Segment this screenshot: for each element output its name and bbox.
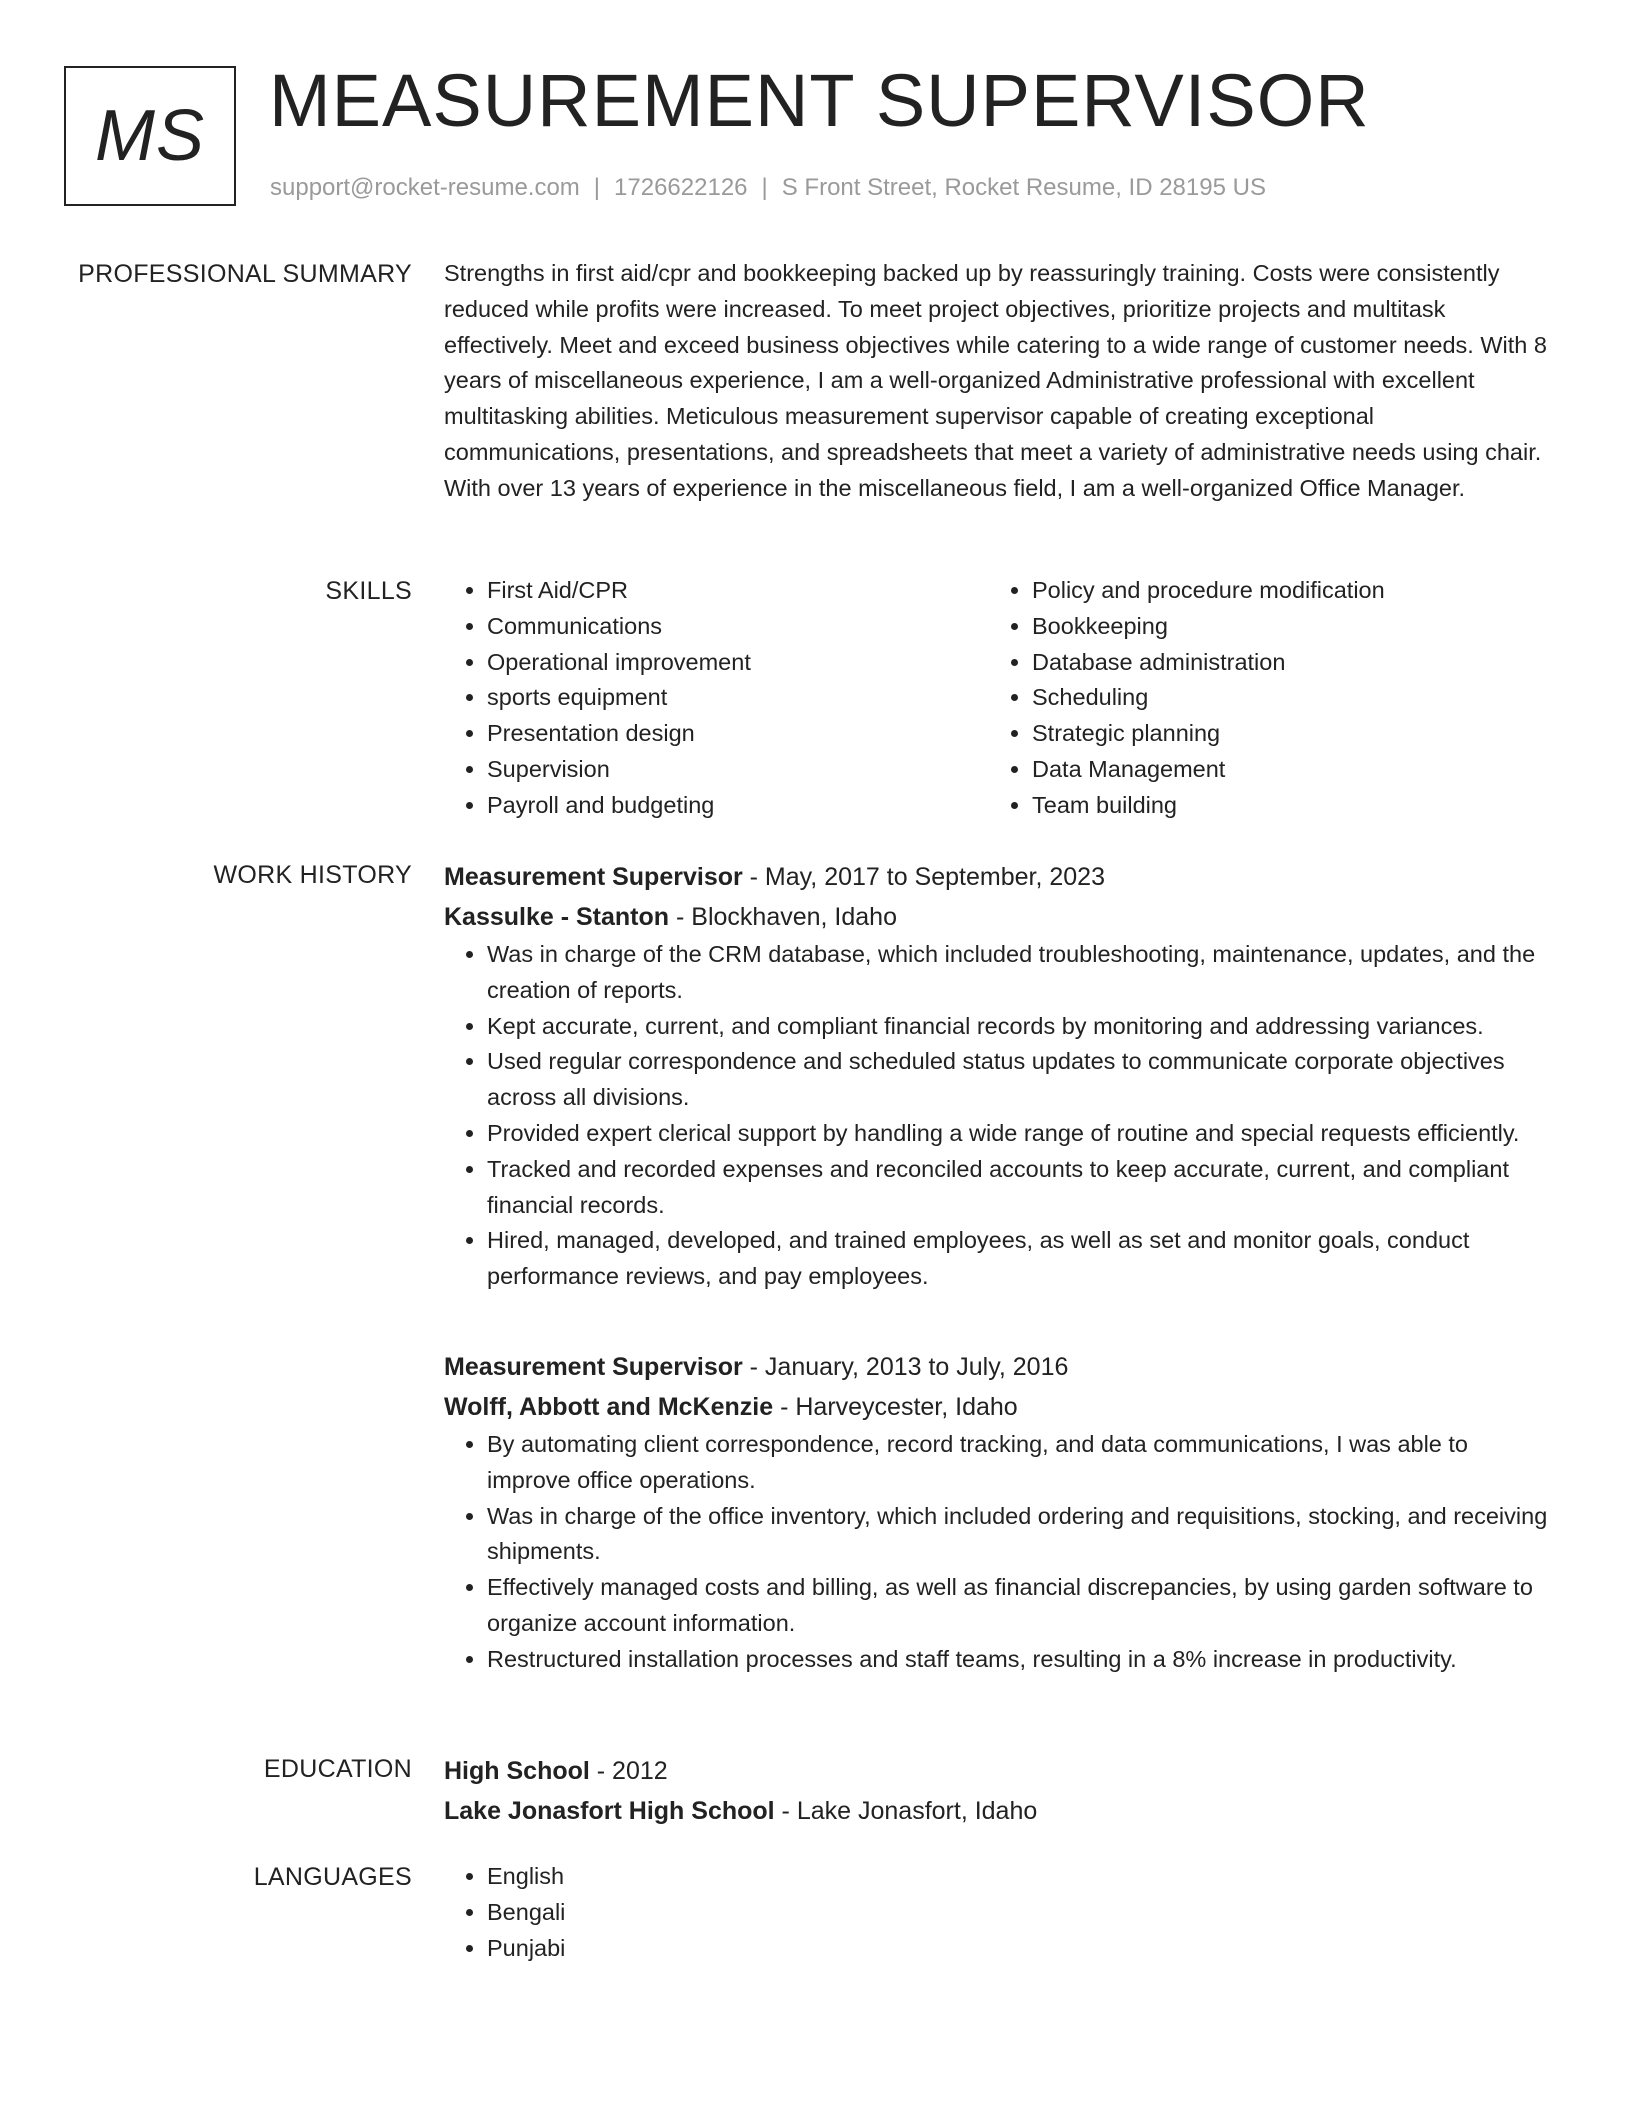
skill-item: • Strategic planning bbox=[1032, 716, 1534, 752]
skill-item: • Scheduling bbox=[1032, 680, 1534, 716]
skill-item: • Team building bbox=[1032, 788, 1534, 824]
education-heading: EDUCATION bbox=[263, 1755, 412, 1783]
summary-body bbox=[444, 256, 1556, 507]
job-location: - Blockhaven, Idaho bbox=[669, 903, 897, 931]
skills-column-right bbox=[989, 573, 1534, 824]
job-title-line bbox=[444, 857, 1556, 897]
job-role: Measurement Supervisor bbox=[444, 1352, 743, 1381]
skill-item: • Presentation design bbox=[487, 716, 989, 752]
language-item: • Punjabi bbox=[487, 1931, 1556, 1967]
skill-item: • sports equipment bbox=[487, 680, 989, 716]
language-item: • English bbox=[487, 1859, 1556, 1895]
job-spacer bbox=[444, 1295, 1556, 1347]
job-bullet: • Tracked and recorded expenses and reconciled accounts to keep accurate, current, and compliant financial records. bbox=[487, 1152, 1556, 1224]
education-location: - Lake Jonasfort, Idaho bbox=[774, 1797, 1038, 1825]
job-company-line bbox=[444, 1387, 1556, 1427]
job-bullet: • Was in charge of the CRM database, which included troubleshooting, maintenance, updates, and the creation of reports. bbox=[487, 937, 1556, 1009]
skills-body bbox=[444, 573, 1556, 824]
job-title-line bbox=[444, 1347, 1556, 1387]
skill-item: • Payroll and budgeting bbox=[487, 788, 989, 824]
skills-column-left bbox=[444, 573, 989, 824]
education-school: Lake Jonasfort High School bbox=[444, 1797, 775, 1825]
job-bullet: • Kept accurate, current, and compliant financial records by monitoring and addressing variances. bbox=[487, 1009, 1556, 1045]
contact-separator: | bbox=[593, 174, 601, 201]
contact-separator: | bbox=[761, 174, 768, 201]
skill-item: • Data Management bbox=[1032, 752, 1534, 788]
skill-item: • Communications bbox=[487, 609, 989, 645]
job-bullet: • Provided expert clerical support by handling a wide range of routine and special requests efficiently. bbox=[487, 1116, 1556, 1152]
job-company: Wolff, Abbott and McKenzie bbox=[444, 1392, 774, 1421]
work-history-heading: WORK HISTORY bbox=[213, 861, 412, 889]
skills-list-left bbox=[444, 573, 989, 824]
monogram-box bbox=[64, 66, 236, 206]
job-bullet: • Hired, managed, developed, and trained employees, as well as set and monitor goals, conduct performance reviews, and pay employees. bbox=[487, 1223, 1556, 1295]
summary-text: Strengths in first aid/cpr and bookkeeping backed up by reassuringly training. Costs were consistently reduced while profits were increased. To meet project objectives, prioritize projects and multitask effectively. Meet and exceed business objectives while catering to a wide range of customer needs. With 8 years of miscellaneous experience, I am a well-organized Administrative professional with excellent multitasking abilities. Meticulous measurement supervisor capable of creating exceptional communications, presentations, and spreadsheets that meet a variety of administrative needs using chair. With over 13 years of experience in the miscellaneous field, I am a well-organized Office Manager. bbox=[444, 260, 1547, 501]
monogram-initials: MS bbox=[95, 96, 205, 176]
job-company-line bbox=[444, 897, 1556, 937]
languages-heading: LANGUAGES bbox=[253, 1863, 412, 1891]
skill-item: • Database administration bbox=[1032, 645, 1534, 681]
education-school-line bbox=[444, 1791, 1556, 1831]
skill-item: • First Aid/CPR bbox=[487, 573, 989, 609]
skills-list-right bbox=[989, 573, 1534, 824]
candidate-name: MEASUREMENT SUPERVISOR bbox=[269, 59, 1370, 142]
skill-item: • Operational improvement bbox=[487, 645, 989, 681]
education-degree: High School bbox=[444, 1757, 590, 1785]
contact-phone: 1726622126 bbox=[614, 174, 748, 201]
languages-body bbox=[444, 1859, 1556, 1966]
languages-list bbox=[444, 1859, 1556, 1966]
contact-line bbox=[270, 174, 1266, 202]
job-company: Kassulke - Stanton bbox=[444, 903, 670, 931]
job-role: Measurement Supervisor bbox=[444, 863, 743, 891]
job-dates: - May, 2017 to September, 2023 bbox=[742, 863, 1105, 891]
summary-heading: PROFESSIONAL SUMMARY bbox=[78, 260, 412, 288]
job-bullet: • Was in charge of the office inventory, which included ordering and requisitions, stocking, and receiving shipments. bbox=[487, 1499, 1556, 1571]
job-bullets bbox=[444, 1427, 1556, 1678]
work-history-body bbox=[444, 857, 1556, 1678]
language-item: • Bengali bbox=[487, 1895, 1556, 1931]
job-bullet: • Restructured installation processes and staff teams, resulting in a 8% increase in productivity. bbox=[487, 1642, 1556, 1678]
job-dates: - January, 2013 to July, 2016 bbox=[742, 1352, 1069, 1381]
job-entry bbox=[444, 857, 1556, 1295]
skill-item: • Bookkeeping bbox=[1032, 609, 1534, 645]
skill-item: • Supervision bbox=[487, 752, 989, 788]
job-bullet: • Used regular correspondence and scheduled status updates to communicate corporate objectives across all divisions. bbox=[487, 1044, 1556, 1116]
skill-item: • Policy and procedure modification bbox=[1032, 573, 1534, 609]
education-degree-line bbox=[444, 1751, 1556, 1791]
job-entry bbox=[444, 1347, 1556, 1678]
job-location: - Harveycester, Idaho bbox=[773, 1392, 1018, 1421]
job-bullet: • Effectively managed costs and billing, as well as financial discrepancies, by using garden software to organize account information. bbox=[487, 1570, 1556, 1642]
job-bullets bbox=[444, 937, 1556, 1295]
contact-email: support@rocket-resume.com bbox=[270, 174, 580, 201]
skills-heading: SKILLS bbox=[325, 577, 412, 605]
job-bullet: • By automating client correspondence, record tracking, and data communications, I was able to improve office operations. bbox=[487, 1427, 1556, 1499]
contact-address: S Front Street, Rocket Resume, ID 28195 US bbox=[781, 174, 1266, 201]
education-body bbox=[444, 1751, 1556, 1831]
education-year: - 2012 bbox=[589, 1757, 668, 1785]
